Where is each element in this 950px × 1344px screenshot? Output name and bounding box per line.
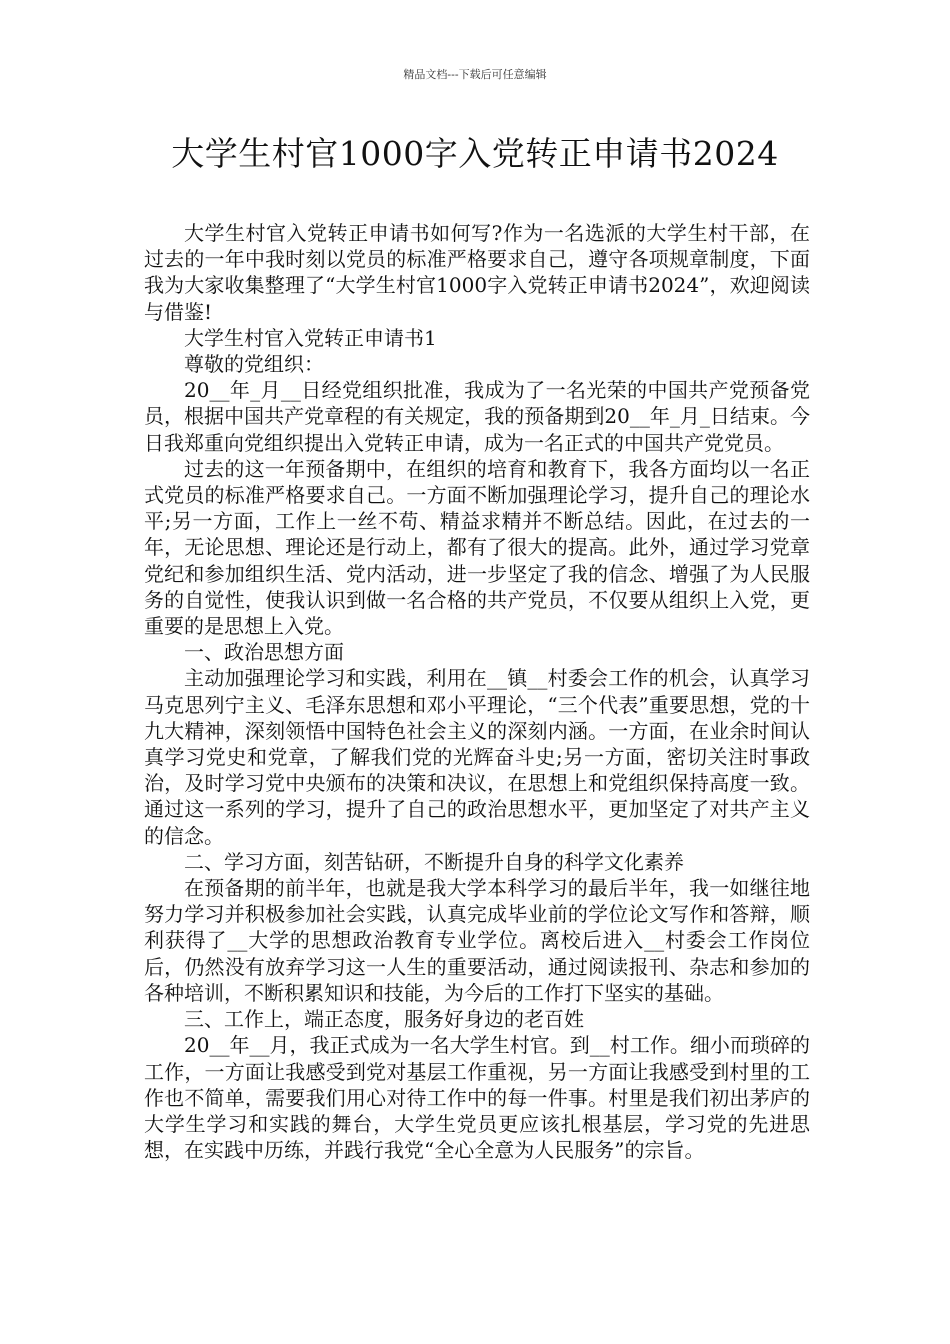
section-heading: 二、学习方面，刻苦钻研，不断提升自身的科学文化素养 [184,849,684,874]
paragraph-intro: 大学生村官入党转正申请书如何写?作为一名选派的大学生村干部，在过去的一年中我时刻以党员的标准严格要求自己，遵守各项规章制度，下面我为大家收集整理了“大学生村官1000字入党转正申请书2024”，欢迎阅读与借鉴! [144,221,810,324]
section-heading: 一、政治思想方面 [184,640,344,665]
section-heading: 三、工作上，端正态度，服务好身边的老百姓 [184,1007,584,1032]
paragraph: 20__年__月，我正式成为一名大学生村官。到__村工作。细小而琐碎的工作，一方面让我感受到党对基层工作重视，另一方面让我感受到村里的工作也不简单，需要我们用心对待工作中的每一件事。村里是我们初出茅庐的大学生学习和实践的舞台，大学生党员更应该扎根基层，学习党的先进思想，在实践中历练，并践行我党“全心全意为人民服务”的宗旨。 [144,1033,810,1163]
paragraph-salutation: 尊敬的党组织： [184,352,324,377]
document-body [144,220,810,1163]
paragraph-subtitle: 大学生村官入党转正申请书1 [184,325,437,350]
paragraph: 20__年_月__日经党组织批准，我成为了一名光荣的中国共产党预备党员，根据中国共产党章程的有关规定，我的预备期到20__年_月_日结束。今日我郑重向党组织提出入党转正申请，成为一名正式的中国共产党党员。 [144,378,810,455]
paragraph: 在预备期的前半年，也就是我大学本科学习的最后半年，我一如继往地努力学习并积极参加社会实践，认真完成毕业前的学位论文写作和答辩，顺利获得了__大学的思想政治教育专业学位。离校后进入__村委会工作岗位后，仍然没有放弃学习这一人生的重要活动，通过阅读报刊、杂志和参加的各种培训，不断积累知识和技能，为今后的工作打下坚实的基础。 [144,876,810,1005]
header-note: 精品文档---下载后可任意编辑 [403,68,547,81]
paragraph: 主动加强理论学习和实践，利用在__镇__村委会工作的机会，认真学习马克思列宁主义、毛泽东思想和邓小平理论，“三个代表”重要思想，党的十九大精神，深刻领悟中国特色社会主义的深刻内涵。一方面，在业余时间认真学习党史和党章，了解我们党的光辉奋斗史;另一方面，密切关注时事政治，及时学习党中央颁布的决策和决议，在思想上和党组织保持高度一致。通过这一系列的学习，提升了自己的政治思想水平，更加坚定了对共产主义的信念。 [144,666,810,848]
document-title: 大学生村官1000字入党转正申请书2024 [171,134,779,173]
paragraph: 过去的这一年预备期中，在组织的培育和教育下，我各方面均以一名正式党员的标准严格要求自己。一方面不断加强理论学习，提升自己的理论水平;另一方面，工作上一丝不苟、精益求精并不断总结。因此，在过去的一年，无论思想、理论还是行动上，都有了很大的提高。此外，通过学习党章党纪和参加组织生活、党内活动，进一步坚定了我的信念、增强了为人民服务的自觉性，使我认识到做一名合格的共产党员，不仅要从组织上入党，更重要的是思想上入党。 [144,456,810,639]
